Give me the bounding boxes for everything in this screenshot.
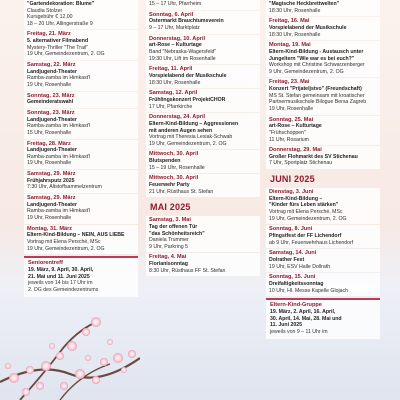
box-note: jeweils von 9 – 11 Uhr im [270,328,328,335]
event-date: Sonntag, 23. März [27,92,75,99]
event-line: Frühlingskonzert ProjektCHOR [149,96,226,103]
event-date: Sonntag, 25. Mai [269,116,314,123]
event-card [24,225,138,255]
box-line: 19. März, 2. April, 16. April, [270,309,336,316]
event-line: 10 Uhr, Hl. Messe Kapelle Glojach [269,287,349,294]
month-heading-june: JUNI 2025 [270,174,315,185]
event-date: Samstag, 12. April [149,90,198,97]
event-date: Samstag, 3. Mai [149,217,191,224]
box-title: Eltern-Kind-Gruppe [270,302,322,309]
event-line: 19 Uhr, Gemeindezentrum, 2. OG [27,51,105,58]
event-date: Freitag, 16. Mai [269,18,310,25]
event-card [146,113,260,149]
event-line: 19 Uhr, ESV Halle Dollrath [269,263,331,270]
event-card [266,0,380,16]
event-line: Feuerwehr Party [149,182,190,189]
event-line: 19 Uhr, Gemeindezentrum, 2. OG [27,245,105,252]
event-line: Frühjahrsputz 2025 [27,177,75,184]
event-card [24,140,138,170]
event-line: Daniela Trummer [149,237,189,244]
event-line: "das Schönheitsreich" [149,230,205,237]
event-line: "Kinder fürs Leben stärken" [269,202,339,209]
event-line: Claudia Stolzer [27,7,63,14]
event-card [266,78,380,114]
event-card [24,109,138,139]
event-line: 19 Uhr, Gemeindezentrum, 2. OG [149,140,227,147]
event-date: Sonntag, 15. Juni [269,274,316,281]
seniorentreff-box [24,256,138,296]
event-card [266,273,380,296]
event-line: Band "Nebraska-Wagersfeld" [149,48,217,55]
event-line: Dolrather Fest [269,257,305,264]
event-card [266,116,380,146]
event-line: 5. alternativer Filmabend [27,38,89,45]
box-note: jeweils von 14 bis 17 Uhr im [28,280,93,287]
event-line: Vortrag mit Elena Persché, MSc [269,209,343,216]
event-line: Eltern-Kind-Bildung – [269,195,323,202]
event-line: 7 Uhr, Sportplatz Stichenau [269,160,333,167]
event-line: 21 Uhr, Rüsthaus St. Stefan [149,188,214,195]
event-date: Freitag, 23. Mai [269,79,310,86]
box-title: Seniorentreff [28,260,63,267]
event-date: Freitag, 21. März [27,31,71,38]
month-heading-may: MAI 2025 [150,202,191,213]
event-line: Ramba-zamba im Himkast'l [27,123,91,130]
event-card [146,35,260,65]
event-date: Donnerstag, 10. April [149,35,206,42]
event-line: 15 Uhr, Rosenhalle [27,129,72,136]
event-line: Ramba-zamba im Himkast'l [27,75,91,82]
event-line: 18 – 20 Uhr, Allingerstraße 9 [27,20,93,27]
event-line: Mystery-Thriller "The Trail" [27,44,89,51]
event-date: Mittwoch, 30. April [149,175,199,182]
event-line: Eltern-Kind-Bildung – NEIN, AUS LIEBE [27,232,125,239]
event-card [146,11,260,34]
event-card [24,170,138,193]
eltern-kind-gruppe-box [266,298,380,338]
event-card [146,174,260,197]
event-line: Partnermusikschule Bilogue Bersa Zagreb [269,99,367,106]
event-line: 7:30 Uhr, Altstoffsammelzentrum [27,184,102,191]
event-card [24,194,138,224]
box-line: 19. März, 9. April, 30. April, [28,267,94,274]
event-line: Workshop mit Christine Schwarzenberger [269,62,365,69]
event-line: Konzert "Prijateljstvo" (Freundschaft) [269,86,362,93]
event-line: Blutspenden [149,158,181,165]
box-line: 21. Mai und 11. Juni 2025 [28,273,90,280]
event-line: 15 – 17 Uhr, Pfarrheim [149,1,202,7]
event-line: Pfingstfest der FF Lichendorf [269,233,342,240]
event-card [146,0,260,10]
event-line: "Gartendekoration: Blume" [27,1,95,7]
event-line: Ramba-zamba im Himkast'l [27,153,91,160]
event-line: "Magische Heckbrettwelten" [269,1,340,7]
event-card [266,225,380,248]
event-line: 8:30 Uhr, Rüsthaus FF St. Stefan [149,267,226,274]
event-card [266,17,380,40]
event-card [266,188,380,224]
box-note: 2. OG des Gemeindezentrums [28,287,99,293]
event-date: Dienstag, 3. Juni [269,189,314,196]
event-line: ab 9 Uhr, Feuerwehrhaus Lichendorf [269,239,354,246]
event-date: Sonntag, 8. Juni [269,226,313,233]
event-date: Samstag, 29. März [27,195,76,202]
event-line: Jungeltern "Wie war es bei euch?" [269,55,355,62]
event-card [24,92,138,108]
event-line: 19:30 Uhr, Lift im Rosenhalle [149,55,216,62]
event-line: 17 Uhr, Pfarrkirche [149,103,193,110]
event-card [146,65,260,88]
event-date: Sonntag, 6. April [149,11,194,18]
event-line: Vorspielabend der Musikschule [149,72,227,79]
event-line: 9 Uhr, Gemeindezentrum, 2. OG [269,68,344,75]
event-date: Montag, 31. März [27,225,73,232]
event-line: 19 Uhr, Rosenhalle [269,105,314,112]
event-line: Landjugend-Theater [27,68,77,75]
event-card [146,253,260,276]
event-line: Florianisonntag [149,261,188,268]
event-date: Samstag, 29. März [27,171,76,178]
event-line: 15 – 19 Uhr, Rosenhalle [149,164,205,171]
event-line: 18:30 Uhr, Rosenhalle [269,31,321,38]
event-date: Samstag, 14. Juni [269,250,317,257]
event-line: mit anderen Augen sehen [149,127,213,134]
event-date: Freitag, 28. März [27,140,71,147]
event-line: Vortrag mit Theresia Lesiak-Schwab [149,134,233,141]
event-line: art-Rose – Kulturtage [269,123,322,130]
event-card [266,249,380,272]
event-line: Kursgebühr € 12,00 [27,14,73,21]
event-line: Landjugend-Theater [27,147,77,154]
event-line: Eltern-Kind-Bildung - Austausch unter [269,48,364,55]
column-may-june [266,0,380,339]
event-line: Ramba-zamba im Himkast'l [27,208,91,215]
event-date: Samstag, 22. März [27,61,76,68]
event-card [146,150,260,173]
event-line: Landjugend-Theater [27,201,77,208]
event-line: art-Rose – Kulturtage [149,42,202,49]
event-line: Tag der offenen Tür [149,224,198,231]
event-date: Donnerstag, 29. Mai [269,147,322,154]
event-line: 19 Uhr, Rosenhalle [27,81,72,88]
event-line: 11 Uhr, Rosarium [269,136,309,143]
event-card [266,41,380,77]
event-line: 19 Uhr, Rosenhalle [27,215,72,222]
event-card [24,0,138,29]
event-card [24,61,138,91]
box-line: 30. April, 14. Mai, 28. Mai und [270,315,342,322]
event-line: 18:30 Uhr, Rosenhalle [269,7,321,14]
event-date: Mittwoch, 30. April [149,151,199,158]
event-line: 18:30 Uhr, Rosenhalle [149,79,201,86]
event-date: Donnerstag, 24. April [149,114,206,121]
event-date: Montag, 19. Mai [269,42,311,49]
event-line: Vortrag mit Elena Persché, MSc [27,239,101,246]
event-date: Freitag, 11. April [149,66,193,73]
event-line: 19 Uhr, Gemeindezentrum, 2. OG [269,215,347,222]
event-card [266,146,380,169]
event-line: Dreifaltigkeitssonntag [269,281,324,288]
event-line: Eltern-Kind-Bildung – Aggressionen [149,120,239,127]
event-line: Landjugend-Theater [27,116,77,123]
event-line: Vorspielabend der Musikschule [269,24,347,31]
column-april-may [146,0,260,277]
event-line: Gemeinderatswahl [27,99,74,106]
event-card [146,216,260,252]
column-march [24,0,138,297]
box-line: 11. Juni 2025 [270,322,303,329]
event-line: 9 Uhr, Parkring 5 [149,243,188,250]
event-line: "Frühschoppen" [269,129,306,136]
event-card [146,89,260,112]
event-line: 19 Uhr, Rosenhalle [27,160,72,167]
event-date: Sonntag, 23. März [27,109,75,116]
event-line: Großer Flohmarkt des SV Stichenau [269,153,358,160]
event-line: 9 – 17 Uhr, Marktplatz [149,24,200,31]
event-line: Ostermarkt Brauchtumsverein [149,18,224,25]
event-line: MS St. Stefan gemeinsam mit kroatischer [269,92,365,99]
event-date: Freitag, 4. Mai [149,254,187,261]
event-card [24,30,138,60]
